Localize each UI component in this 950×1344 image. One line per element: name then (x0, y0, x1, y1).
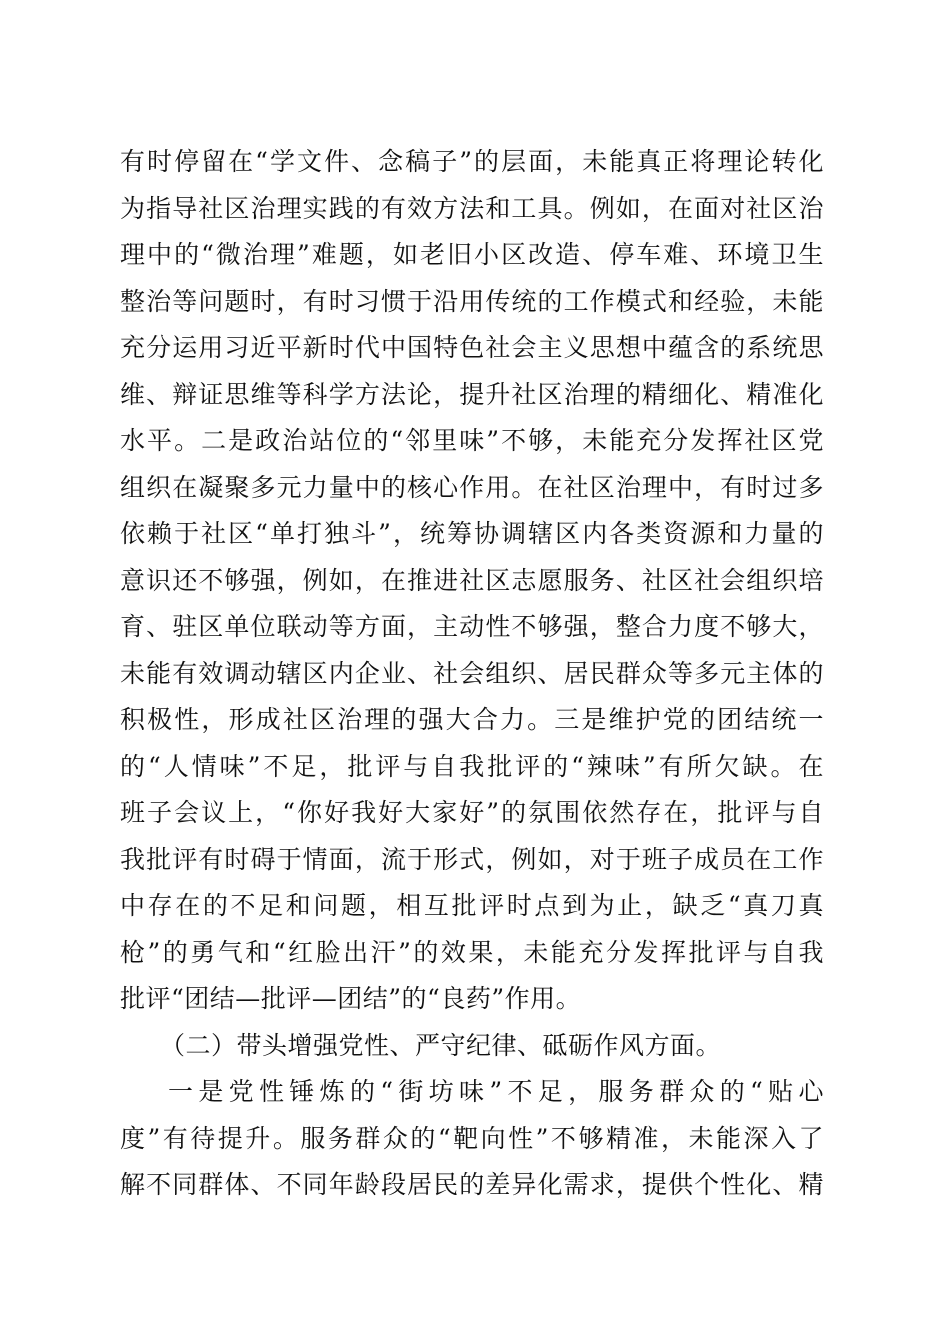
text-line: 整治等问题时，有时习惯于沿用传统的工作模式和经验，未能 (120, 286, 824, 316)
text-line: 理中的“微治理”难题，如老旧小区改造、停车难、环境卫生 (120, 240, 824, 269)
text-line: 未能有效调动辖区内企业、社会组织、居民群众等多元主体的 (120, 658, 824, 688)
text-line: 为指导社区治理实践的有效方法和工具。例如，在面对社区治 (120, 193, 824, 223)
text-line: 有时停留在“学文件、念稿子”的层面，未能真正将理论转化 (120, 147, 824, 176)
text-line: 度”有待提升。服务群众的“靶向性”不够精准，未能深入了 (120, 1123, 824, 1153)
text-line: 组织在凝聚多元力量中的核心作用。在社区治理中，有时过多 (120, 472, 824, 502)
text-line: 水平。二是政治站位的“邻里味”不够，未能充分发挥社区党 (120, 426, 824, 455)
text-line: 解不同群体、不同年龄段居民的差异化需求，提供个性化、精 (120, 1170, 824, 1199)
text-line: 的“人情味”不足，批评与自我批评的“辣味”有所欠缺。在 (120, 751, 824, 781)
text-line: 维、辩证思维等科学方法论，提升社区治理的精细化、精准化 (120, 379, 824, 409)
text-line: 依赖于社区“单打独斗”，统筹协调辖区内各类资源和力量的 (120, 519, 824, 548)
text-line: 育、驻区单位联动等方面，主动性不够强，整合力度不够大， (120, 612, 824, 641)
text-line: 我批评有时碍于情面，流于形式，例如，对于班子成员在工作 (120, 844, 824, 874)
text-line: 枪”的勇气和“红脸出汗”的效果，未能充分发挥批评与自我 (120, 937, 824, 967)
text-line: 批评“团结—批评—团结”的“良药”作用。 (120, 984, 582, 1013)
text-line: 中存在的不足和问题，相互批评时点到为止，缺乏“真刀真 (120, 891, 824, 920)
text-line: 班子会议上，“你好我好大家好”的氛围依然存在，批评与自 (120, 798, 824, 827)
text-line: 充分运用习近平新时代中国特色社会主义思想中蕴含的系统思 (120, 333, 824, 362)
text-line: 一是党性锤炼的“街坊味”不足，服务群众的“贴心 (168, 1077, 824, 1106)
section-heading: （二）带头增强党性、严守纪律、砥砺作风方面。 (160, 1030, 722, 1060)
text-line: 意识还不够强，例如，在推进社区志愿服务、社区社会组织培 (120, 565, 824, 595)
text-line: 积极性，形成社区治理的强大合力。三是维护党的团结统一 (120, 705, 824, 734)
body-text (120, 139, 824, 1209)
